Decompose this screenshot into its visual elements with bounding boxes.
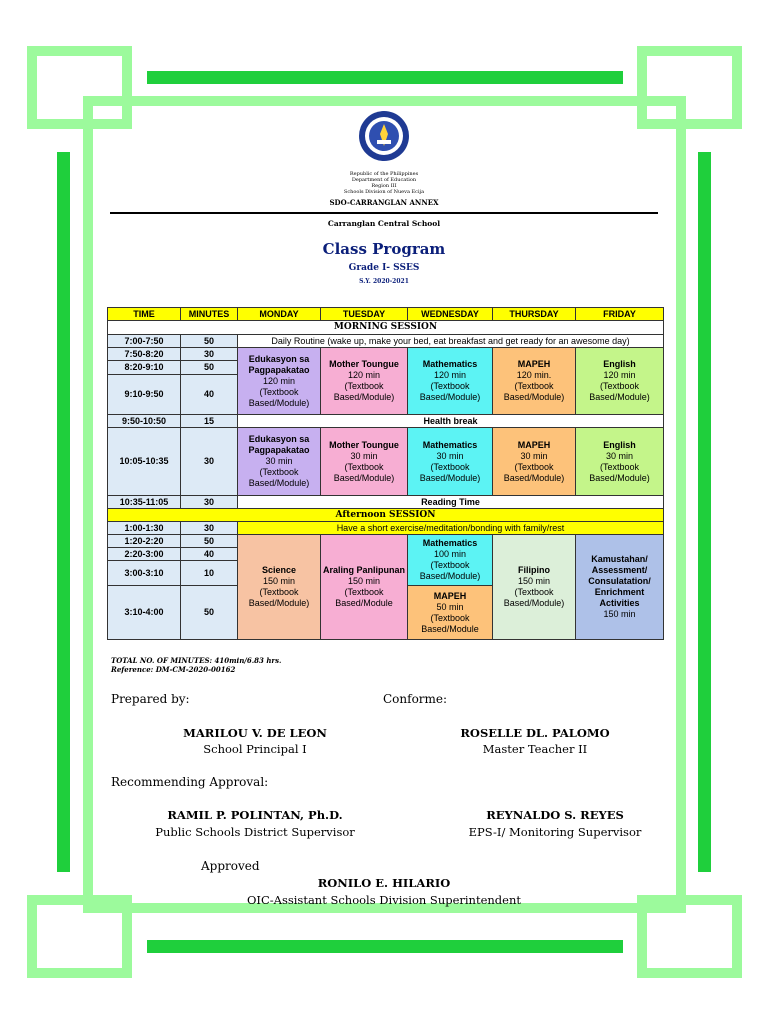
col-header: TUESDAY <box>321 308 408 321</box>
table-row <box>108 415 664 428</box>
afternoon-session-label: Afternoon SESSION <box>108 509 664 522</box>
subject-cell: English 30 min (Textbook Based/Module) <box>576 428 664 496</box>
agency-line-3: Region III <box>371 183 397 189</box>
class-program-table <box>107 307 664 640</box>
master-teacher-name: ROSELLE DL. PALOMO <box>460 726 610 740</box>
table-row <box>108 535 664 548</box>
frame-right-bar <box>698 152 711 872</box>
time-cell: 10:35-11:05 <box>108 496 181 509</box>
deped-seal-icon <box>358 110 410 162</box>
activity-cell: Daily Routine (wake up, make your bed, eat breakfast and get ready for an awesome day) <box>238 335 664 348</box>
prepared-by-label: Prepared by: <box>111 692 190 706</box>
col-header: FRIDAY <box>576 308 664 321</box>
minutes-cell: 50 <box>181 535 238 548</box>
subject-cell: Science 150 min (Textbook Based/Module) <box>238 535 321 640</box>
subject-cell: Mathematics 100 min (Textbook Based/Module) <box>408 535 493 586</box>
minutes-cell: 30 <box>181 496 238 509</box>
frame-bottom-bar <box>147 940 623 953</box>
minutes-cell: 10 <box>181 561 238 586</box>
minutes-cell: 15 <box>181 415 238 428</box>
frame-top-line <box>83 96 686 106</box>
subject-cell: Filipino 150 min (Textbook Based/Module) <box>493 535 576 640</box>
principal-name: MARILOU V. DE LEON <box>183 726 327 740</box>
activity-cell: Have a short exercise/meditation/bonding with family/rest <box>238 522 664 535</box>
subject-cell: English 120 min (Textbook Based/Module) <box>576 348 664 415</box>
table-row <box>108 348 664 361</box>
time-cell: 8:20-9:10 <box>108 361 181 375</box>
subject-cell: MAPEH 50 min (Textbook Based/Module <box>408 586 493 640</box>
psds-position: Public Schools District Supervisor <box>155 825 355 839</box>
subject-cell: Mathematics 120 min (Textbook Based/Module) <box>408 348 493 415</box>
minutes-cell: 50 <box>181 586 238 640</box>
total-minutes: TOTAL NO. OF MINUTES: 410min/6.83 hrs. <box>111 656 282 665</box>
subject-cell: Mathematics 30 min (Textbook Based/Module) <box>408 428 493 496</box>
agency-line-4: Schools Division of Nueva Ecija <box>343 189 425 195</box>
recommending-label: Recommending Approval: <box>111 775 269 789</box>
psds-name: RAMIL P. POLINTAN, Ph.D. <box>167 808 343 822</box>
master-teacher-position: Master Teacher II <box>482 742 588 756</box>
minutes-cell: 50 <box>181 361 238 375</box>
school-name: Carranglan Central School <box>327 219 441 228</box>
time-cell: 2:20-3:00 <box>108 548 181 561</box>
asds-name: RONILO E. HILARIO <box>317 876 451 890</box>
time-cell: 9:10-9:50 <box>108 375 181 415</box>
time-cell: 3:00-3:10 <box>108 561 181 586</box>
table-header-row <box>108 308 664 321</box>
activity-cell: Reading Time <box>238 496 664 509</box>
agency-line-1: Republic of the Philippines <box>349 171 419 177</box>
minutes-cell: 30 <box>181 348 238 361</box>
subject-cell: Araling Panlipunan 150 min (Textbook Based/Module <box>321 535 408 640</box>
approved-label: Approved <box>201 859 260 873</box>
col-header: TIME <box>108 308 181 321</box>
time-cell: 10:05-10:35 <box>108 428 181 496</box>
minutes-cell: 50 <box>181 335 238 348</box>
subject-cell: MAPEH 30 min (Textbook Based/Module) <box>493 428 576 496</box>
activity-cell: Health break <box>238 415 664 428</box>
agency-line-2: Department of Education <box>351 177 417 183</box>
time-cell: 9:50-10:50 <box>108 415 181 428</box>
minutes-cell: 40 <box>181 375 238 415</box>
morning-session-label: MORNING SESSION <box>108 321 664 335</box>
asds-position: OIC-Assistant Schools Division Superintendent <box>246 893 521 907</box>
table-row <box>108 496 664 509</box>
annex-name: SDO-CARRANGLAN ANNEX <box>329 198 439 207</box>
header-rule <box>110 212 658 214</box>
table-row <box>108 522 664 535</box>
principal-position: School Principal I <box>203 742 307 756</box>
minutes-cell: 30 <box>181 522 238 535</box>
conforme-label: Conforme: <box>383 692 448 706</box>
time-cell: 7:50-8:20 <box>108 348 181 361</box>
minutes-cell: 40 <box>181 548 238 561</box>
subject-cell: MAPEH 120 min. (Textbook Based/Module) <box>493 348 576 415</box>
page-title: Class Program <box>322 240 446 258</box>
frame-left-bar <box>57 152 70 872</box>
col-header: MINUTES <box>181 308 238 321</box>
time-cell: 7:00-7:50 <box>108 335 181 348</box>
time-cell: 1:00-1:30 <box>108 522 181 535</box>
subject-cell: Mother Toungue 30 min (Textbook Based/Module) <box>321 428 408 496</box>
eps-position: EPS-I/ Monitoring Supervisor <box>468 825 642 839</box>
school-year: S.Y. 2020-2021 <box>359 278 409 285</box>
col-header: THURSDAY <box>493 308 576 321</box>
frame-top-bar <box>147 71 623 84</box>
time-cell: 1:20-2:20 <box>108 535 181 548</box>
subject-cell: Edukasyon sa Pagpapakatao 30 min (Textbook Based/Module) <box>238 428 321 496</box>
col-header: WEDNESDAY <box>408 308 493 321</box>
eps-name: REYNALDO S. REYES <box>486 808 624 822</box>
table-row <box>108 428 664 496</box>
minutes-cell: 30 <box>181 428 238 496</box>
subject-cell: Kamustahan/ Assessment/ Consulatation/ Enrichment Activities 150 min <box>576 535 664 640</box>
grade-label: Grade I- SSES <box>348 263 420 273</box>
time-cell: 3:10-4:00 <box>108 586 181 640</box>
subject-cell: Edukasyon sa Pagpapakatao 120 min (Textbook Based/Module) <box>238 348 321 415</box>
reference-note: Reference: DM-CM-2020-00162 <box>111 665 236 674</box>
col-header: MONDAY <box>238 308 321 321</box>
subject-cell: Mother Toungue 120 min (Textbook Based/Module) <box>321 348 408 415</box>
table-row <box>108 335 664 348</box>
